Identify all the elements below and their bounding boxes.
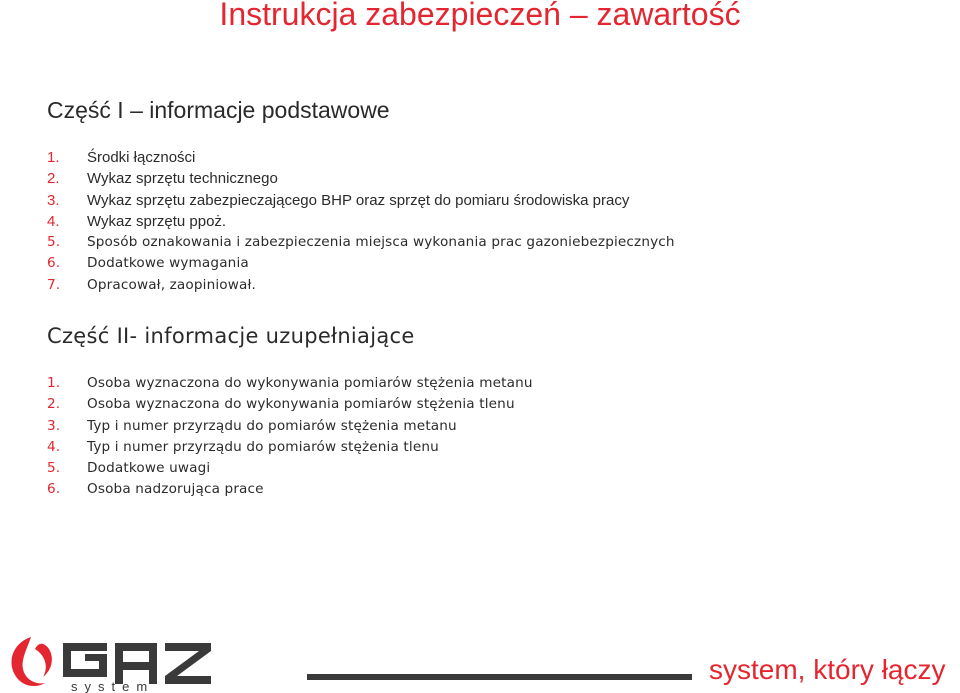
footer-tagline: system, który łączy — [709, 654, 946, 685]
item-text: Dodatkowe uwagi — [87, 460, 211, 477]
item-number: 3. — [47, 191, 60, 209]
section-heading-part1: Część I – informacje podstawowe — [47, 97, 390, 123]
item-number: 2. — [47, 396, 61, 413]
item-number: 5. — [47, 234, 61, 251]
item-text: Wykaz sprzętu zabezpieczającego BHP oraz sprzęt do pomiaru środowiska pracy — [87, 191, 630, 209]
item-number: 2. — [47, 170, 60, 188]
item-text: Dodatkowe wymagania — [87, 255, 249, 272]
item-number: 6. — [47, 255, 61, 272]
footer-divider — [307, 674, 692, 680]
item-number: 6. — [47, 481, 61, 498]
flame-icon — [12, 637, 52, 686]
logo-wordmark — [63, 643, 211, 684]
item-number: 1. — [47, 149, 60, 166]
item-number: 7. — [47, 276, 61, 293]
item-number: 5. — [47, 460, 61, 477]
item-text: Typ i numer przyrządu do pomiarów stężenia tlenu — [87, 438, 439, 455]
item-text: Wykaz sprzętu technicznego — [87, 170, 278, 188]
item-text: Środki łączności — [87, 149, 196, 166]
item-number: 1. — [47, 375, 61, 391]
item-text: Osoba nadzorująca prace — [87, 481, 264, 498]
section-heading-part2: Część II- informacje uzupełniające — [47, 324, 415, 348]
item-number: 4. — [47, 438, 61, 455]
item-number: 4. — [47, 212, 60, 230]
item-text: Opracował, zaopiniował. — [87, 276, 256, 293]
page-title: Instrukcja zabezpieczeń – zawartość — [219, 0, 741, 32]
item-text: Osoba wyznaczona do wykonywania pomiarów stężenia tlenu — [87, 396, 515, 413]
item-text: Typ i numer przyrządu do pomiarów stężenia metanu — [87, 417, 457, 434]
item-text: Wykaz sprzętu ppoż. — [87, 212, 227, 230]
item-text: Sposób oznakowania i zabezpieczenia miejsca wykonania prac gazoniebezpiecznych — [87, 234, 675, 251]
item-text: Osoba wyznaczona do wykonywania pomiarów stężenia metanu — [87, 375, 533, 391]
logo-subtext: system — [71, 679, 155, 693]
gaz-system-logo — [5, 631, 215, 693]
item-number: 3. — [47, 417, 61, 434]
